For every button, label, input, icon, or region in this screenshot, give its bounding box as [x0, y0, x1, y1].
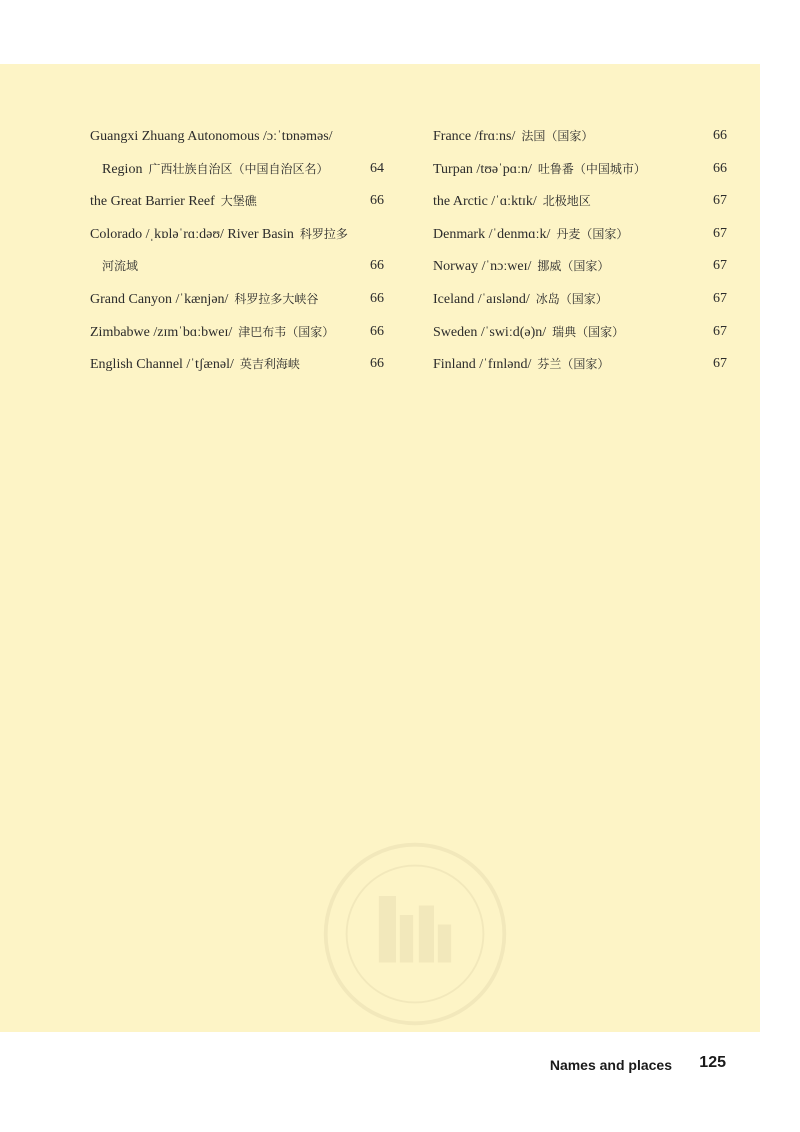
entry-page-number: 67 [713, 225, 727, 241]
entry-chinese: 科罗拉多大峡谷 [234, 291, 319, 306]
index-entry [90, 153, 384, 186]
page-number: 125 [699, 1054, 726, 1071]
entry-english: Finland /ˈfɪnlənd/ [433, 357, 532, 373]
entry-chinese: 北极地区 [542, 194, 591, 209]
index-entry [90, 250, 384, 283]
entry-english: Denmark /ˈdenmɑːk/ [433, 226, 551, 242]
entry-text [90, 283, 318, 317]
entry-english: Sweden /ˈswiːd(ə)n/ [433, 324, 547, 340]
entry-page-number: 66 [713, 128, 727, 143]
entry-page-number: 66 [370, 193, 384, 209]
entry-chinese: 英吉利海峡 [239, 357, 300, 372]
entry-page-number: 64 [370, 160, 384, 176]
entry-chinese: 吐鲁番（中国城市） [537, 161, 646, 176]
entry-english: Grand Canyon /ˈkænjən/ [90, 291, 229, 307]
entry-text [90, 185, 257, 219]
index-entry [433, 120, 727, 153]
publisher-seal-icon [320, 839, 510, 1029]
entry-text [433, 153, 646, 187]
entry-chinese: 河流域 [102, 259, 139, 274]
entry-text [90, 348, 300, 382]
section-title: Names and places [549, 1057, 672, 1073]
left-index-column [90, 120, 384, 381]
entry-chinese: 丹麦（国家） [556, 226, 629, 241]
entry-text [433, 218, 628, 252]
entry-chinese: 津巴布韦（国家） [238, 324, 335, 339]
entry-page-number: 67 [713, 258, 727, 274]
index-entry [433, 250, 727, 283]
entry-page-number: 66 [370, 323, 384, 339]
entry-english: Turpan /tʊəˈpɑːn/ [433, 161, 532, 177]
entry-chinese: 芬兰（国家） [537, 357, 610, 372]
entry-english: Norway /ˈnɔːweɪ/ [433, 259, 532, 275]
entry-chinese: 科罗拉多 [299, 226, 348, 241]
entry-page-number: 66 [370, 356, 384, 372]
entry-text [433, 316, 624, 350]
index-entry [433, 185, 727, 218]
index-entry [90, 218, 384, 251]
entry-text [90, 316, 334, 350]
entry-chinese: 瑞典（国家） [552, 324, 625, 339]
entry-chinese: 广西壮族自治区（中国自治区名） [148, 161, 329, 176]
index-entry [433, 348, 727, 381]
entry-text [90, 120, 339, 154]
index-entry [90, 185, 384, 218]
entry-text [433, 250, 609, 284]
entry-english: English Channel /ˈtʃænəl/ [90, 357, 234, 373]
index-entry [433, 153, 727, 186]
index-entry [433, 283, 727, 316]
entry-text [433, 283, 608, 317]
entry-english: Zimbabwe /zɪmˈbɑːbweɪ/ [90, 324, 233, 340]
entry-english: France /frɑːns/ [433, 129, 516, 144]
entry-page-number: 67 [713, 290, 727, 306]
index-entry [433, 218, 727, 251]
index-entry [90, 348, 384, 381]
index-entry [90, 120, 384, 153]
entry-page-number: 66 [370, 258, 384, 274]
right-index-column [433, 120, 727, 381]
entry-text [90, 218, 348, 252]
index-entry [90, 283, 384, 316]
entry-text [102, 250, 138, 284]
entry-english: the Great Barrier Reef [90, 194, 215, 210]
entry-chinese: 大堡礁 [220, 194, 257, 209]
entry-chinese: 挪威（国家） [537, 259, 610, 274]
entry-page-number: 66 [370, 290, 384, 306]
entry-english: Guangxi Zhuang Autonomous /ɔːˈtɒnəməs/ [90, 129, 333, 144]
entry-page-number: 66 [713, 160, 727, 176]
entry-chinese: 冰岛（国家） [535, 291, 608, 306]
entry-english: Colorado /ˌkɒləˈrɑːdəʊ/ River Basin [90, 226, 294, 242]
entry-text [433, 185, 591, 219]
entry-english: Iceland /ˈaɪslənd/ [433, 291, 530, 307]
index-entry [433, 316, 727, 349]
page-footer [0, 1054, 800, 1078]
entry-page-number: 67 [713, 323, 727, 339]
entry-page-number: 67 [713, 193, 727, 209]
index-entry [90, 316, 384, 349]
entry-text [433, 348, 609, 382]
entry-chinese: 法国（国家） [521, 129, 594, 143]
entry-english: Region [102, 161, 143, 177]
entry-english: the Arctic /ˈɑːktɪk/ [433, 194, 537, 210]
entry-text [433, 120, 593, 154]
entry-page-number: 67 [713, 356, 727, 372]
entry-text [102, 153, 328, 187]
